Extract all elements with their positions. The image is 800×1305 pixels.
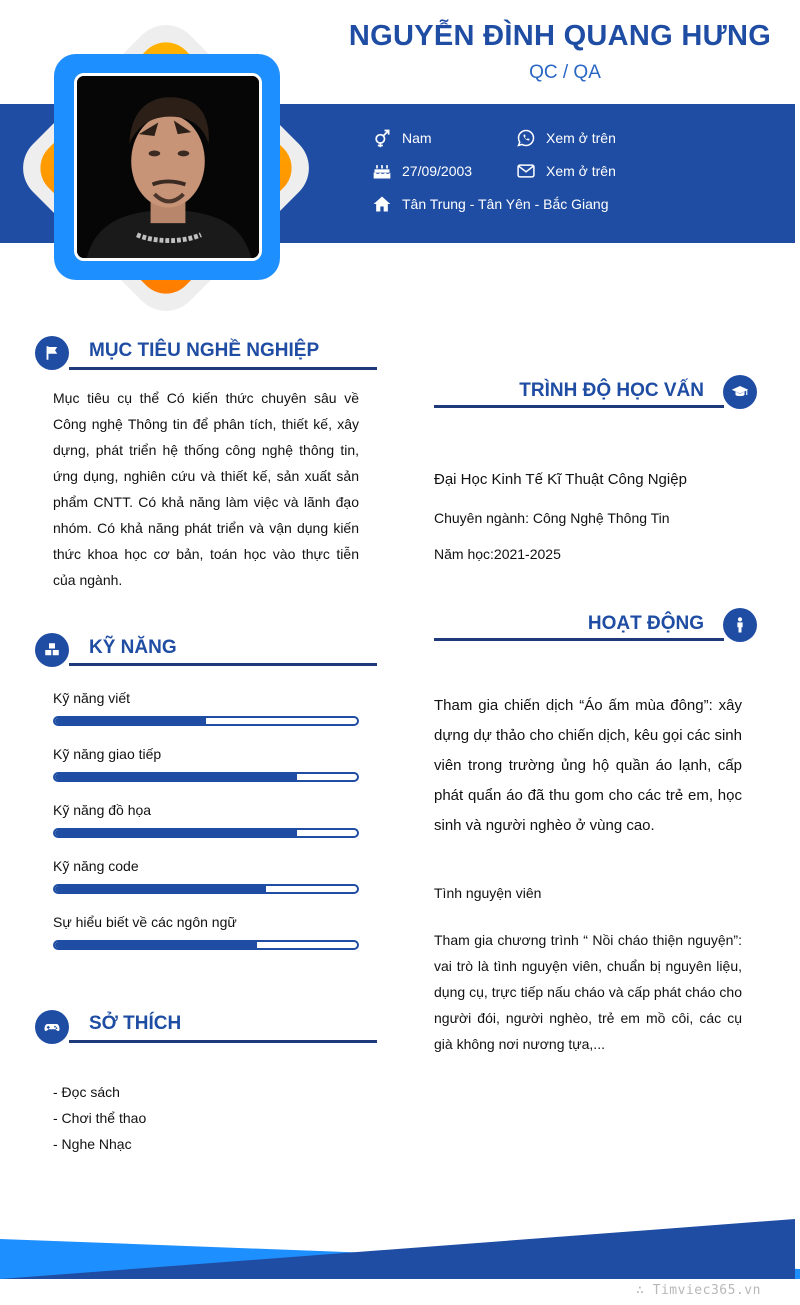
skills-underline [69, 663, 377, 666]
gamepad-icon [35, 1010, 69, 1044]
whatsapp-phone-icon [514, 127, 538, 149]
education-title: TRÌNH ĐỘ HỌC VẤN [519, 380, 704, 401]
profile-photo-image [77, 76, 259, 258]
skill-bar-fill [55, 886, 266, 892]
skills-title: KỸ NĂNG [89, 637, 177, 658]
flag-icon [35, 336, 69, 370]
phone-text: Xem ở trên [546, 130, 616, 146]
home-icon [370, 193, 394, 215]
activities-underline [434, 638, 724, 641]
hobbies-title: SỞ THÍCH [89, 1013, 182, 1034]
hobby-item: - Nghe Nhạc [53, 1136, 132, 1152]
skill-label: Sự hiểu biết về các ngôn ngữ [53, 914, 237, 930]
skill-label: Kỹ năng giao tiếp [53, 746, 162, 762]
education-major: Chuyên ngành: Công Nghệ Thông Tin [434, 510, 670, 526]
candidate-role: QC / QA [529, 62, 601, 83]
hobby-item: - Đọc sách [53, 1084, 120, 1100]
address-text: Tân Trung - Tân Yên - Bắc Giang [402, 196, 609, 212]
gender-icon [370, 127, 394, 149]
contact-phone [514, 127, 616, 149]
skills-cubes-icon [35, 633, 69, 667]
person-icon [723, 608, 757, 642]
footer-decoration [0, 1215, 800, 1285]
skill-label: Kỹ năng đồ họa [53, 802, 152, 818]
education-school: Đại Học Kinh Tế Kĩ Thuật Công Ngiệp [434, 471, 687, 488]
birthday-text: 27/09/2003 [402, 163, 473, 179]
contact-address [370, 193, 609, 215]
skill-bar-fill [55, 830, 297, 836]
birthday-cake-icon [370, 160, 394, 182]
envelope-icon [514, 160, 538, 182]
hobbies-underline [69, 1040, 377, 1043]
candidate-name: NGUYỄN ĐÌNH QUANG HƯNG [348, 20, 772, 52]
skill-bar-fill [55, 942, 257, 948]
skill-bar [53, 884, 359, 894]
skill-label: Kỹ năng code [53, 858, 139, 874]
skill-bar-fill [55, 718, 206, 724]
activity-text-2: Tham gia chương trình “ Nồi cháo thiện nguyện”: vai trò là tình nguyện viên, chuẩn bị nguyên liệu, dụng cụ, trực tiếp nấu cháo và cấp phát cháo cho người đói, người nghèo, trẻ em mồ côi, các cụ già không nơi nương tựa,... [434, 932, 742, 1052]
email-text: Xem ở trên [546, 163, 616, 179]
contact-email [514, 160, 616, 182]
activities-title: HOẠT ĐỘNG [587, 613, 704, 634]
skill-bar-fill [55, 774, 297, 780]
objective-title: MỤC TIÊU NGHỀ NGHIỆP [89, 340, 320, 361]
activity-text-1: Tham gia chiến dịch “Áo ấm mùa đông”: xây dựng dự thảo cho chiến dịch, kêu gọi các sinh viên trong trường ủng hộ quần áo lạnh, cấp phát quẩn áo đã thu gom cho các trẻ em, học sinh và người nghèo ở vùng cao. [434, 697, 742, 834]
education-underline [434, 405, 724, 408]
avatar [24, 26, 308, 310]
watermark-logo: ∴ Timviec365.vn [636, 1283, 761, 1298]
skill-bar [53, 828, 359, 838]
objective-underline [69, 367, 377, 370]
objective-text: Mục tiêu cụ thể Có kiến thức chuyên sâu về Công nghệ Thông tin để phân tích, thiết kế, xây dựng, phát triển hệ thống công nghệ thông tin, ứng dụng, nghiên cứu và thiết kế, sản xuất sản phẩm CNTT. Có khả năng làm việc và lãnh đạo nhóm. Có khả năng phát triển và vận dụng kiến thức khoa học cơ bản, toán học vào thực tiễn của ngành. [53, 390, 359, 588]
graduation-cap-icon [723, 375, 757, 409]
skill-bar [53, 772, 359, 782]
hobby-item: - Chơi thể thao [53, 1110, 147, 1126]
contact-birthday [370, 160, 472, 182]
contact-gender [370, 127, 432, 149]
skill-label: Kỹ năng viết [53, 690, 131, 706]
gender-text: Nam [402, 130, 432, 146]
activity-role: Tình nguyện viên [434, 885, 542, 901]
education-years: Năm học:2021-2025 [434, 546, 561, 562]
skill-bar [53, 716, 359, 726]
skill-bar [53, 940, 359, 950]
profile-photo [74, 73, 262, 261]
